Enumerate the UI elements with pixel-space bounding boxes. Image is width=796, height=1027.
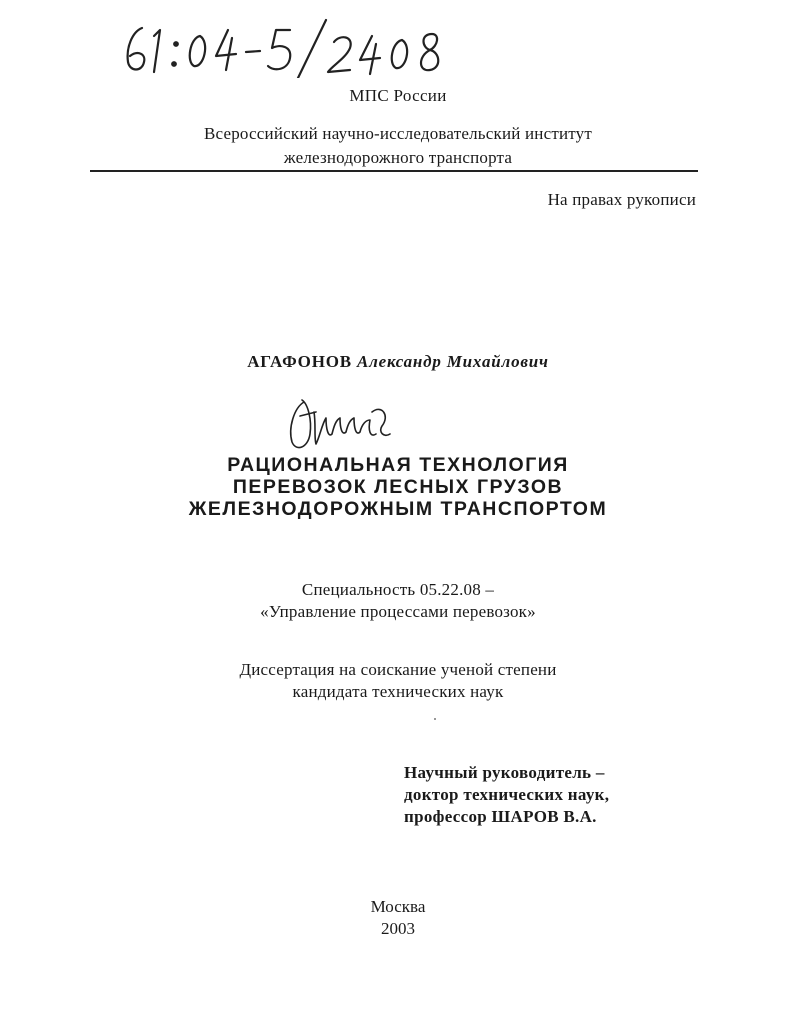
speciality-code: Специальность 05.22.08 – xyxy=(301,580,495,599)
title-line-2: ПЕРЕВОЗОК ЛЕСНЫХ ГРУЗОВ xyxy=(232,476,564,498)
city: Москва xyxy=(370,897,426,916)
supervisor-role: Научный руководитель – xyxy=(404,763,605,782)
author-surname: АГАФОНОВ xyxy=(247,352,352,371)
handwritten-call-number-graphic xyxy=(120,18,460,78)
author-given-names: Александр Михайлович xyxy=(356,352,549,371)
dissertation-line-2: кандидата технических наук xyxy=(292,682,504,701)
year: 2003 xyxy=(381,919,415,938)
author-signature xyxy=(286,394,396,454)
paper-speck xyxy=(434,718,436,720)
manuscript-rights-notice: На правах рукописи xyxy=(547,190,696,209)
speciality-name: «Управление процессами перевозок» xyxy=(260,602,536,621)
signature-graphic xyxy=(286,394,396,454)
institute-name-line-2: железнодорожного транспорта xyxy=(283,148,513,167)
ministry-name: МПС России xyxy=(349,86,447,105)
scientific-supervisor-block xyxy=(404,762,609,828)
speciality-block xyxy=(0,579,796,623)
handwritten-call-number xyxy=(120,18,460,78)
title-line-3: ЖЕЛЕЗНОДОРОЖНЫМ ТРАНСПОРТОМ xyxy=(188,498,608,520)
dissertation-line-1: Диссертация на соискание ученой степени xyxy=(239,660,557,679)
dissertation-title xyxy=(0,454,796,520)
dissertation-degree-block xyxy=(0,659,796,703)
header-divider xyxy=(90,170,698,172)
title-line-1: РАЦИОНАЛЬНАЯ ТЕХНОЛОГИЯ xyxy=(227,454,569,476)
supervisor-name: профессор ШАРОВ В.А. xyxy=(404,807,597,826)
place-and-year xyxy=(0,896,796,940)
institute-name-line-1: Всероссийский научно-исследовательский институт xyxy=(204,124,592,143)
supervisor-degree: доктор технических наук, xyxy=(404,785,610,804)
author-name xyxy=(0,352,796,372)
